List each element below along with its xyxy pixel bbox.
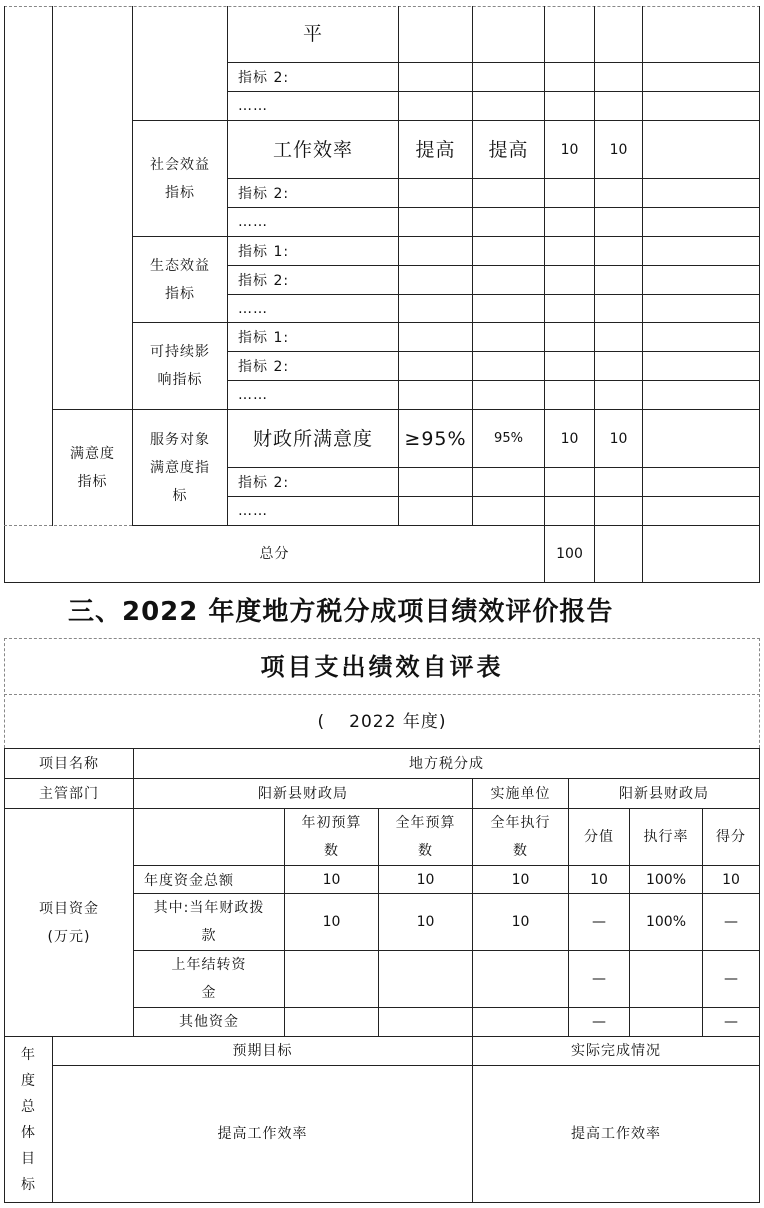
work-efficiency-score-value: 10 bbox=[560, 141, 579, 158]
row-value: — bbox=[592, 971, 606, 987]
total-label: 总分 bbox=[259, 546, 290, 562]
satisfaction-score-value: 10 bbox=[560, 430, 579, 447]
row-score: — bbox=[724, 971, 738, 987]
work-efficiency-actual: 提高 bbox=[488, 138, 529, 161]
cell-ellipsis: …… bbox=[238, 387, 268, 403]
header-annual-exec: 全年执行 数 bbox=[490, 815, 551, 859]
row-value: — bbox=[592, 1014, 606, 1030]
header-score-value: 分值 bbox=[584, 829, 614, 845]
row-label: 年度资金总额 bbox=[144, 872, 234, 889]
year-value: 2022 年度) bbox=[349, 711, 447, 732]
cell-ellipsis: …… bbox=[238, 98, 268, 114]
grid-line-dashed bbox=[759, 638, 760, 748]
eco-benefit-category: 生态效益 指标 bbox=[150, 257, 210, 302]
form-title: 项目支出绩效自评表 bbox=[260, 652, 504, 681]
cell-indicator-2: 指标 2: bbox=[238, 70, 290, 86]
header-exec-rate: 执行率 bbox=[643, 829, 689, 845]
row-label: 其他资金 bbox=[179, 1014, 239, 1030]
satisfaction-target: ≥95% bbox=[404, 427, 467, 450]
goal-side-label: 年 度 总 体 目 标 bbox=[21, 1046, 36, 1193]
grid-line bbox=[4, 582, 760, 583]
cell-ellipsis: …… bbox=[238, 503, 268, 519]
row-exec: 10 bbox=[511, 871, 530, 888]
project-name-label: 项目名称 bbox=[39, 755, 99, 772]
total-value: 100 bbox=[556, 546, 583, 562]
impl-label: 实施单位 bbox=[490, 785, 551, 802]
row-annual: 10 bbox=[416, 914, 435, 930]
header-annual-budget: 全年预算 数 bbox=[395, 815, 456, 859]
header-score: 得分 bbox=[716, 829, 746, 845]
satisfaction-indicator: 财政所满意度 bbox=[252, 427, 373, 450]
dept-label: 主管部门 bbox=[39, 785, 99, 802]
cell-ellipsis: …… bbox=[238, 214, 268, 230]
row-initial: 10 bbox=[322, 871, 341, 888]
cell-indicator-1: 指标 1: bbox=[238, 244, 290, 260]
row-rate bbox=[630, 951, 702, 1007]
row-exec: 10 bbox=[511, 914, 530, 930]
work-efficiency-score: 10 bbox=[609, 141, 628, 158]
cell-ellipsis: …… bbox=[238, 300, 268, 317]
row-exec bbox=[473, 1008, 568, 1036]
actual-completion-text: 提高工作效率 bbox=[571, 1126, 661, 1142]
row-exec bbox=[473, 951, 568, 1007]
header-initial-budget: 年初预算 数 bbox=[301, 815, 362, 859]
row-initial bbox=[285, 951, 378, 1007]
year-open-paren: ( bbox=[317, 711, 326, 732]
work-efficiency-indicator: 工作效率 bbox=[272, 138, 353, 161]
row-value: 10 bbox=[590, 871, 608, 888]
row-initial bbox=[285, 1008, 378, 1036]
grid-line bbox=[4, 1202, 760, 1203]
grid-line bbox=[759, 748, 760, 1203]
cell-indicator-2: 指标 2: bbox=[238, 359, 290, 375]
expected-goal-text: 提高工作效率 bbox=[217, 1126, 308, 1142]
satisfaction-score: 10 bbox=[609, 430, 628, 447]
cell-indicator-1: 指标 1: bbox=[238, 330, 290, 346]
expected-goal-label: 预期目标 bbox=[232, 1043, 293, 1059]
work-efficiency-target: 提高 bbox=[415, 138, 456, 161]
row-score: 10 bbox=[722, 871, 740, 888]
row-score: — bbox=[724, 914, 738, 930]
form-year bbox=[5, 695, 759, 748]
dept-value: 阳新县财政局 bbox=[258, 785, 348, 802]
cell-indicator-2: 指标 2: bbox=[238, 475, 290, 491]
satisfaction-category: 服务对象 满意度指 标 bbox=[150, 431, 210, 504]
project-name-value: 地方税分成 bbox=[409, 755, 484, 772]
impl-value: 阳新县财政局 bbox=[619, 785, 709, 802]
actual-completion-label: 实际完成情况 bbox=[571, 1043, 661, 1059]
funds-label: 项目资金 (万元) bbox=[39, 900, 99, 945]
cell-ping: 平 bbox=[302, 23, 323, 45]
row-label: 上年结转资 金 bbox=[171, 957, 247, 1001]
section-heading: 三、2022 年度地方税分成项目绩效评价报告 bbox=[68, 597, 614, 627]
row-initial: 10 bbox=[322, 914, 341, 930]
row-rate: 100% bbox=[645, 914, 687, 930]
sustainability-category: 可持续影 响指标 bbox=[150, 344, 210, 388]
row-rate bbox=[630, 1008, 702, 1036]
grid-line bbox=[4, 6, 5, 583]
social-benefit-category: 社会效益 指标 bbox=[150, 156, 210, 201]
row-value: — bbox=[592, 914, 606, 930]
row-rate: 100% bbox=[645, 871, 687, 888]
satisfaction-actual: 95% bbox=[494, 430, 523, 446]
cell-indicator-2: 指标 2: bbox=[238, 273, 290, 289]
row-annual bbox=[379, 1008, 472, 1036]
satisfaction-level2: 满意度 指标 bbox=[70, 445, 115, 490]
row-score: — bbox=[724, 1014, 738, 1030]
row-annual bbox=[379, 951, 472, 1007]
row-annual: 10 bbox=[416, 871, 435, 888]
cell-indicator-2: 指标 2: bbox=[238, 186, 290, 202]
row-label: 其中:当年财政拨 款 bbox=[153, 900, 265, 944]
